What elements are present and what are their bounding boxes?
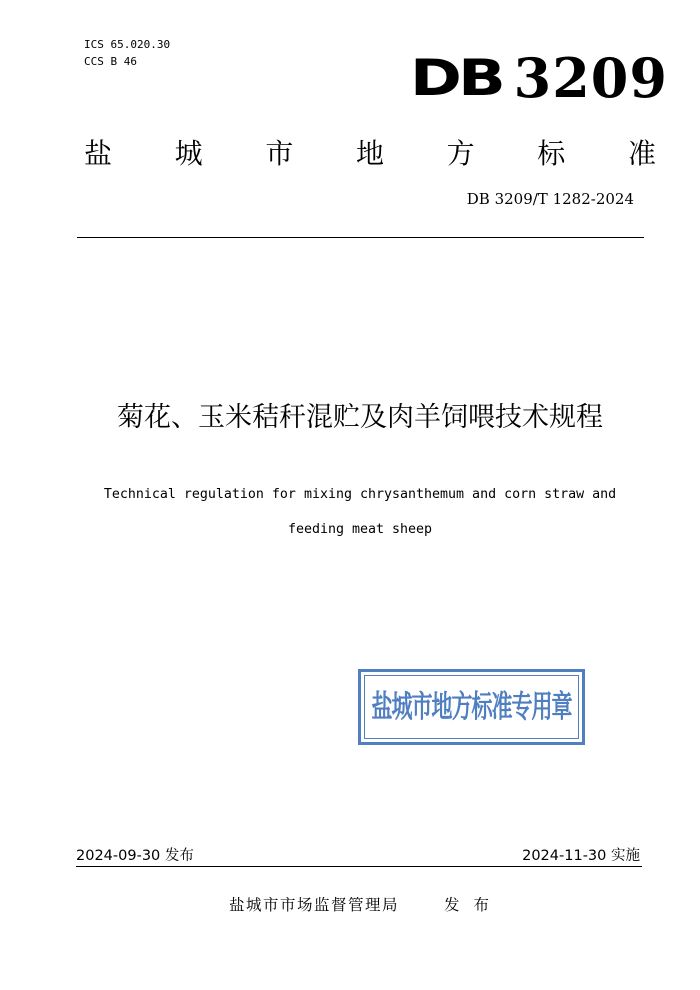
document-title-zh: 菊花、玉米秸秆混贮及肉羊饲喂技术规程 (117, 402, 603, 433)
ics-code: ICS 65.020.30 (84, 38, 171, 51)
standard-type-char: 标 (537, 137, 566, 170)
official-stamp-inner-border (364, 675, 579, 739)
document-title-en (80, 477, 640, 547)
standard-type-char: 市 (265, 137, 294, 170)
issuer-action: 发布 (444, 896, 504, 914)
ccs-code: CCS B 46 (84, 55, 137, 68)
standard-code: DB 3209/T 1282-2024 (466, 190, 634, 208)
publish-date: 2024-09-30 发布 (76, 848, 194, 864)
db-prefix: DB (410, 49, 503, 107)
standard-type-char: 方 (446, 137, 475, 170)
implement-date: 2024-11-30 实施 (522, 848, 640, 864)
standard-type-char: 地 (355, 137, 384, 170)
standard-type-char: 准 (627, 137, 656, 170)
db-number: 3209 (513, 46, 668, 110)
db-logo (410, 46, 668, 110)
header-divider (77, 237, 644, 238)
official-stamp (358, 669, 585, 745)
standard-type-char: 盐 (84, 137, 113, 170)
official-stamp-text: 盐城市地方标准专用章 (371, 689, 572, 725)
standard-type-title (84, 134, 656, 174)
document-title-en-line2: feeding meat sheep (287, 522, 433, 537)
document-title-en-line1: Technical regulation for mixing chrysanthemum and corn straw and (103, 487, 617, 502)
issuer-name: 盐城市市场监督管理局 (229, 896, 400, 914)
standard-type-char: 城 (174, 137, 203, 170)
footer-divider (76, 866, 642, 867)
